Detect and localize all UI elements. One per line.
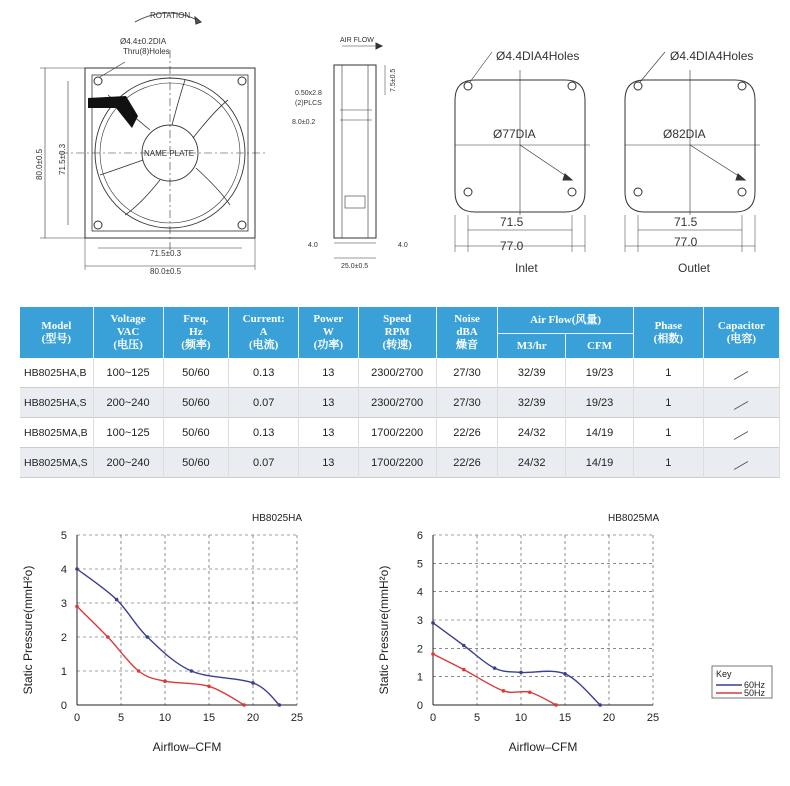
y-tick-label: 5 <box>60 530 67 542</box>
data-point-60hz <box>115 598 119 602</box>
x-tick-label: 20 <box>246 712 260 724</box>
lead-offset: 8.0±0.2 <box>292 119 316 126</box>
x-tick-label: 10 <box>514 712 528 724</box>
lead-note-1: 0.50x2.8 <box>295 90 322 97</box>
data-point-60hz <box>75 567 79 571</box>
cell-phase: 1 <box>633 358 703 388</box>
y-axis-label: Static Pressure(mmH²o) <box>21 565 35 695</box>
cell-freq: 50/60 <box>163 448 229 478</box>
cell-voltage: 100~125 <box>93 418 163 448</box>
data-point-50hz <box>462 668 466 672</box>
cell-freq: 50/60 <box>163 358 229 388</box>
cell-speed: 2300/2700 <box>358 358 436 388</box>
data-point-50hz <box>242 703 246 707</box>
hole-note-2: Thru(8)Holes <box>123 47 170 56</box>
y-tick-label: 0 <box>416 700 423 712</box>
inlet-caption: Inlet <box>515 261 538 275</box>
cell-power: 13 <box>299 448 358 478</box>
key-50hz-label: 50Hz <box>744 688 766 698</box>
y-tick-label: 1 <box>60 666 67 678</box>
data-point-50hz <box>163 679 167 683</box>
th-m3hr: M3/hr <box>498 334 566 359</box>
data-point-50hz <box>75 605 79 609</box>
cell-freq: 50/60 <box>163 418 229 448</box>
cell-capacitor <box>703 418 779 448</box>
chart-hb8025ha <box>21 513 303 754</box>
y-tick-label: 4 <box>416 586 423 599</box>
outlet-dia: Ø82DIA <box>663 127 706 141</box>
th-speed: Speed RPM (转速) <box>358 307 436 358</box>
th-airflow: Air Flow(风量) <box>498 307 634 334</box>
series-line-50hz <box>77 606 244 705</box>
x-axis-label: Airflow–CFM <box>152 740 222 754</box>
data-point-50hz <box>137 669 141 673</box>
th-current: Current: A (电流) <box>229 307 299 358</box>
airflow-label: AIR FLOW <box>340 37 374 44</box>
th-phase: Phase (相数) <box>633 307 703 358</box>
data-point-60hz <box>598 703 602 707</box>
side-depth: 25.0±0.5 <box>341 263 369 270</box>
y-tick-label: 6 <box>416 530 423 542</box>
cell-m3hr: 32/39 <box>498 388 566 418</box>
y-tick-label: 4 <box>60 564 67 576</box>
x-tick-label: 20 <box>602 712 616 724</box>
dash-icon <box>734 431 748 440</box>
cell-cfm: 14/19 <box>566 418 634 448</box>
cell-noise: 22/26 <box>436 418 498 448</box>
side-right-dim: 4.0 <box>398 242 408 249</box>
th-cfm: CFM <box>566 334 634 359</box>
y-tick-label: 3 <box>60 598 67 610</box>
th-noise: Noise dBA 燥音 <box>436 307 498 358</box>
y-tick-label: 1 <box>416 671 423 684</box>
cell-m3hr: 24/32 <box>498 448 566 478</box>
x-axis-label: Airflow–CFM <box>508 740 578 754</box>
side-view <box>334 43 385 258</box>
chart-key <box>712 666 772 698</box>
cell-power: 13 <box>299 358 358 388</box>
x-tick-label: 25 <box>290 712 304 724</box>
cell-voltage: 200~240 <box>93 448 163 478</box>
cell-voltage: 200~240 <box>93 388 163 418</box>
cell-cfm: 19/23 <box>566 388 634 418</box>
x-tick-label: 10 <box>158 712 172 724</box>
cell-model: HB8025MA,S <box>20 448 93 478</box>
hole-note-1: Ø4.4±0.2DIA <box>120 37 167 46</box>
y-tick-label: 5 <box>416 558 423 571</box>
cell-current: 0.07 <box>229 388 299 418</box>
data-point-60hz <box>190 669 194 673</box>
outlet-dim-outer: 77.0 <box>674 235 698 249</box>
cell-power: 13 <box>299 418 358 448</box>
x-tick-label: 5 <box>117 712 125 724</box>
x-tick-label: 5 <box>473 712 481 724</box>
cell-current: 0.07 <box>229 448 299 478</box>
data-point-50hz <box>528 690 532 694</box>
cell-capacitor <box>703 388 779 418</box>
cell-phase: 1 <box>633 448 703 478</box>
dash-icon <box>734 461 748 470</box>
inlet-dim-outer: 77.0 <box>500 239 524 253</box>
y-tick-label: 2 <box>60 632 67 644</box>
data-point-50hz <box>431 652 435 656</box>
table-row <box>20 448 780 478</box>
data-point-60hz <box>251 681 255 685</box>
cell-noise: 27/30 <box>436 388 498 418</box>
th-voltage: Voltage VAC (电压) <box>93 307 163 358</box>
data-point-60hz <box>462 644 466 648</box>
data-point-60hz <box>278 703 282 707</box>
cell-speed: 1700/2200 <box>358 448 436 478</box>
table-row <box>20 358 780 388</box>
data-point-50hz <box>554 703 558 707</box>
table-row <box>20 388 780 418</box>
key-title: Key <box>716 669 732 679</box>
cell-speed: 2300/2700 <box>358 388 436 418</box>
y-tick-label: 0 <box>60 700 67 712</box>
cell-speed: 1700/2200 <box>358 418 436 448</box>
cell-current: 0.13 <box>229 358 299 388</box>
data-point-60hz <box>431 621 435 625</box>
data-point-60hz <box>563 672 567 676</box>
inlet-dia: Ø77DIA <box>493 127 536 141</box>
key-60hz-label: 60Hz <box>744 680 766 690</box>
cell-model: HB8025MA,B <box>20 418 93 448</box>
flange-dim: 7.5±0.5 <box>390 68 397 92</box>
cell-voltage: 100~125 <box>93 358 163 388</box>
y-tick-label: 3 <box>416 615 423 627</box>
chart-hb8025ma <box>377 513 659 754</box>
data-point-60hz <box>519 671 523 675</box>
chart-title: HB8025MA <box>608 513 660 524</box>
data-point-60hz <box>146 635 150 639</box>
th-freq: Freq. Hz (频率) <box>163 307 229 358</box>
th-model: Model (型号) <box>20 307 93 358</box>
x-tick-label: 0 <box>73 712 81 724</box>
outlet-holes: Ø4.4DIA4Holes <box>670 49 754 63</box>
cell-m3hr: 32/39 <box>498 358 566 388</box>
dash-icon <box>734 401 748 410</box>
spec-table <box>20 307 780 478</box>
fan-drawings <box>0 0 790 300</box>
side-left-dim: 4.0 <box>308 242 318 249</box>
rotation-label: ROTATION <box>150 11 191 20</box>
nameplate-label: NAME PLATE <box>144 149 195 158</box>
th-capacitor: Capacitor (电容) <box>703 307 779 358</box>
cell-freq: 50/60 <box>163 388 229 418</box>
x-tick-label: 25 <box>646 712 660 724</box>
front-height-inner: 71.5±0.3 <box>58 143 67 175</box>
cell-capacitor <box>703 358 779 388</box>
dash-icon <box>734 371 748 380</box>
front-height-outer: 80.0±0.5 <box>35 148 44 180</box>
outlet-dim-inner: 71.5 <box>674 215 698 229</box>
cell-model: HB8025HA,S <box>20 388 93 418</box>
x-tick-label: 15 <box>558 712 572 724</box>
cell-power: 13 <box>299 388 358 418</box>
cell-current: 0.13 <box>229 418 299 448</box>
series-line-50hz <box>433 654 556 705</box>
data-point-60hz <box>493 666 497 670</box>
outlet-caption: Outlet <box>678 261 711 275</box>
cell-cfm: 19/23 <box>566 358 634 388</box>
chart-title: HB8025HA <box>252 513 303 524</box>
data-point-50hz <box>106 635 110 639</box>
front-width-inner: 71.5±0.3 <box>150 249 182 258</box>
x-tick-label: 0 <box>429 712 437 724</box>
cell-capacitor <box>703 448 779 478</box>
inlet-holes: Ø4.4DIA4Holes <box>496 49 580 63</box>
cell-model: HB8025HA,B <box>20 358 93 388</box>
table-row <box>20 418 780 448</box>
front-width-outer: 80.0±0.5 <box>150 267 182 276</box>
cell-phase: 1 <box>633 418 703 448</box>
cell-cfm: 14/19 <box>566 448 634 478</box>
data-point-50hz <box>207 685 211 689</box>
lead-note-2: (2)PLCS <box>295 100 322 107</box>
cell-noise: 22/26 <box>436 448 498 478</box>
x-tick-label: 15 <box>202 712 216 724</box>
y-axis-label: Static Pressure(mmH²o) <box>377 565 391 695</box>
th-power: Power W (功率) <box>299 307 358 358</box>
pressure-charts <box>0 500 790 786</box>
cell-m3hr: 24/32 <box>498 418 566 448</box>
inlet-dim-inner: 71.5 <box>500 215 524 229</box>
cell-phase: 1 <box>633 388 703 418</box>
data-point-50hz <box>502 689 506 693</box>
y-tick-label: 2 <box>416 643 423 656</box>
cell-noise: 27/30 <box>436 358 498 388</box>
